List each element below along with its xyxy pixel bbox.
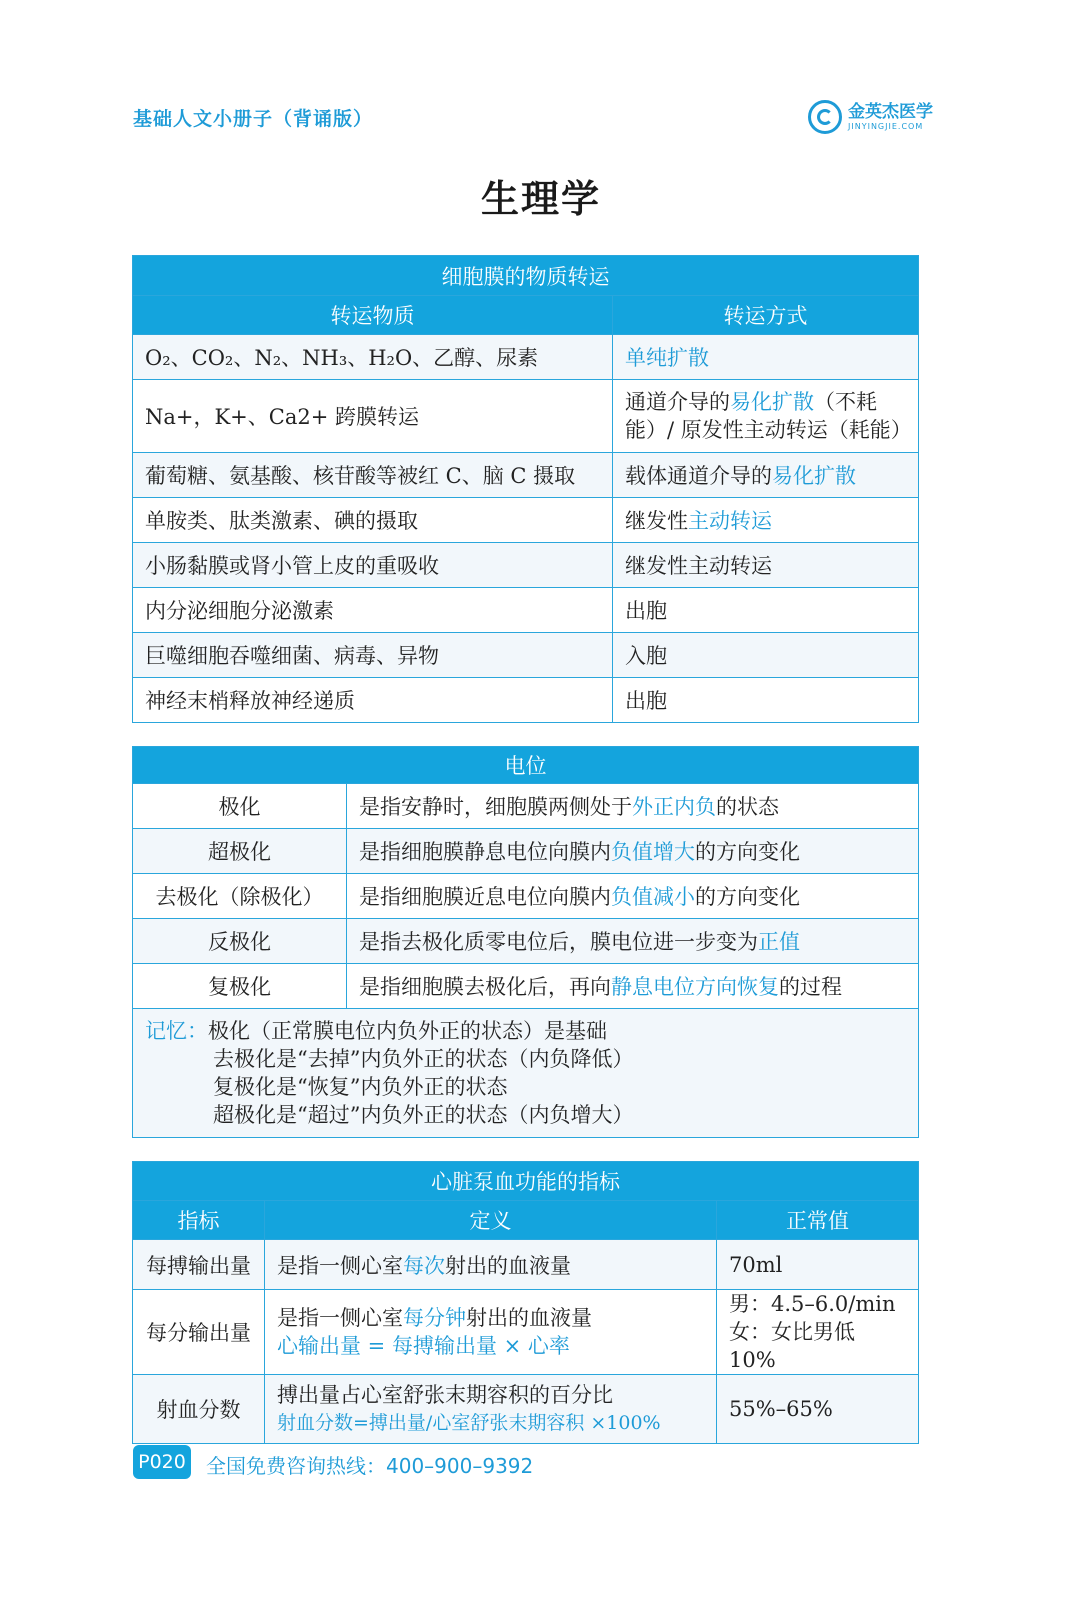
substance-cell: Na+，K+、Ca2+ 跨膜转运 [133,380,613,453]
method-cell: 通道介导的易化扩散（不耗能）/ 原发性主动转运（耗能） [613,380,919,453]
cardiac-caption: 心脏泵血功能的指标 [133,1162,919,1201]
substance-cell: 小肠黏膜或肾小管上皮的重吸收 [133,543,613,588]
value-cell: 男：4.5–6.0/min 女：女比男低 10% [717,1290,919,1375]
memory-note [133,1009,919,1138]
logo-icon [808,100,842,134]
definition-cell: 是指一侧心室每次射出的血液量 [265,1240,717,1290]
definition-cell: 是指细胞膜近息电位向膜内负值减小的方向变化 [347,874,919,919]
term-cell: 极化 [133,784,347,829]
hotline: 全国免费咨询热线：400–900–9392 [206,1454,534,1478]
method-cell: 出胞 [613,678,919,723]
page-title: 生理学 [480,176,601,221]
col-normal-value: 正常值 [717,1201,919,1240]
page-number: P020 [133,1445,191,1479]
method-cell: 继发性主动转运 [613,498,919,543]
col-indicator: 指标 [133,1201,265,1240]
term-cell: 复极化 [133,964,347,1009]
method-cell: 继发性主动转运 [613,543,919,588]
definition-cell: 是指细胞膜静息电位向膜内负值增大的方向变化 [347,829,919,874]
formula: 心输出量 = 每搏输出量 × 心率 [277,1334,570,1358]
col-definition: 定义 [265,1201,717,1240]
book-title: 基础人文小册子（背诵版） [133,108,374,130]
brand-logo [808,100,933,134]
logo-name: 金英杰医学 [848,101,933,122]
substance-cell: 神经末梢释放神经递质 [133,678,613,723]
indicator-cell: 每搏输出量 [133,1240,265,1290]
definition-cell: 是指去极化质零电位后，膜电位进一步变为正值 [347,919,919,964]
method-cell: 单纯扩散 [613,335,919,380]
memory-line: 超极化是“超过”内负外正的状态（内负增大） [213,1103,634,1127]
value-cell: 55%–65% [717,1375,919,1444]
substance-cell: 葡萄糖、氨基酸、核苷酸等被红 C、脑 C 摄取 [133,453,613,498]
definition-cell: 是指安静时，细胞膜两侧处于外正内负的状态 [347,784,919,829]
definition-cell: 是指一侧心室每分钟射出的血液量 心输出量 = 每搏输出量 × 心率 [265,1290,717,1375]
logo-url: JINYINGJIE.COM [848,121,924,131]
term-cell: 超极化 [133,829,347,874]
value-cell: 70ml [717,1240,919,1290]
substance-cell: 巨噬细胞吞噬细菌、病毒、异物 [133,633,613,678]
memory-label: 记忆： [145,1019,208,1043]
col-method: 转运方式 [613,296,919,335]
term-cell: 反极化 [133,919,347,964]
memory-line: 复极化是“恢复”内负外正的状态 [213,1075,508,1099]
indicator-cell: 每分输出量 [133,1290,265,1375]
definition-cell: 是指细胞膜去极化后，再向静息电位方向恢复的过程 [347,964,919,1009]
cardiac-table [132,1161,919,1444]
potential-caption: 电位 [133,747,919,784]
transport-caption: 细胞膜的物质转运 [133,256,919,296]
method-cell: 出胞 [613,588,919,633]
substance-cell: 内分泌细胞分泌激素 [133,588,613,633]
substance-cell: O₂、CO₂、N₂、NH₃、H₂O、乙醇、尿素 [133,335,613,380]
memory-line: 去极化是“去掉”内负外正的状态（内负降低） [213,1047,634,1071]
indicator-cell: 射血分数 [133,1375,265,1444]
method-cell: 入胞 [613,633,919,678]
definition-cell: 搏出量占心室舒张末期容积的百分比 射血分数=搏出量/心室舒张末期容积 ×100% [265,1375,717,1444]
memory-line: 极化（正常膜电位内负外正的状态）是基础 [208,1019,607,1043]
col-substance: 转运物质 [133,296,613,335]
method-cell: 载体通道介导的易化扩散 [613,453,919,498]
formula: 射血分数=搏出量/心室舒张末期容积 ×100% [277,1412,661,1434]
substance-cell: 单胺类、肽类激素、碘的摄取 [133,498,613,543]
potential-table [132,746,919,1138]
term-cell: 去极化（除极化） [133,874,347,919]
transport-table [132,255,919,723]
